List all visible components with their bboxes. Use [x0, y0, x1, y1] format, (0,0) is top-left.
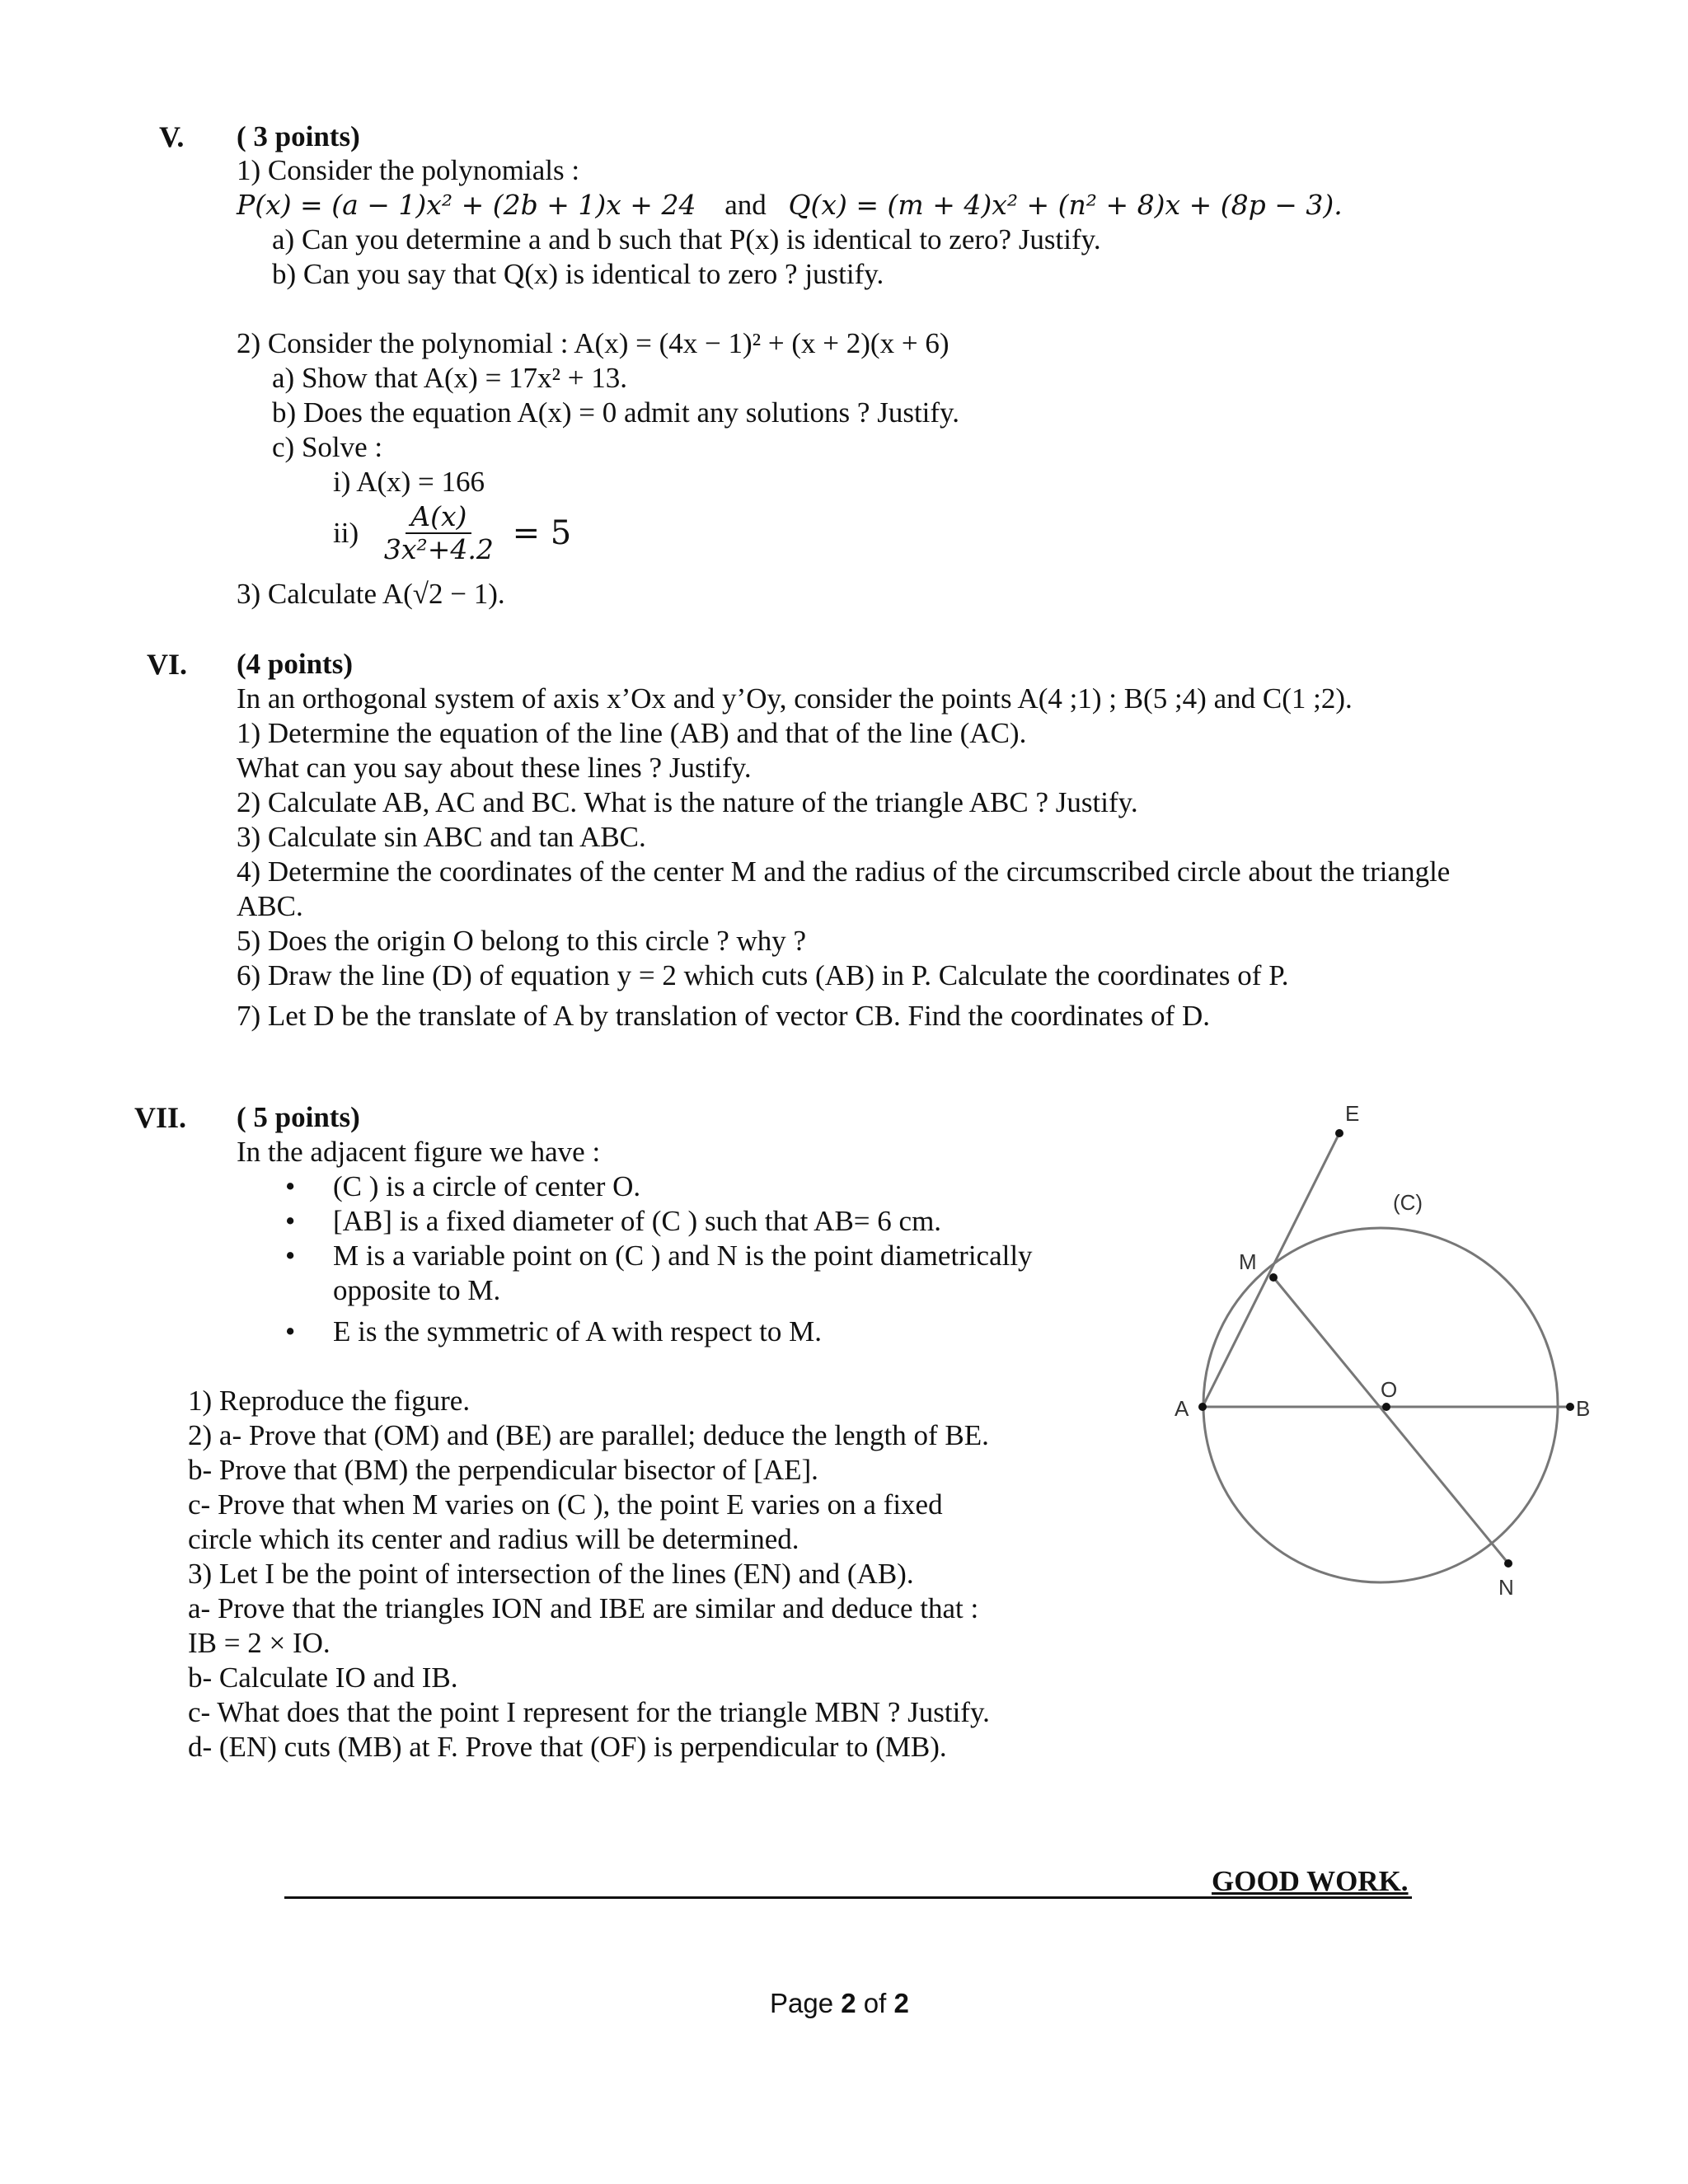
v-q2c: c) Solve : — [272, 431, 383, 463]
vi-item: 7) Let D be the translate of A by translation of vector CB. Find the coordinates of D. — [237, 1000, 1210, 1032]
fraction-denominator: 3x²+4.2 — [383, 533, 494, 565]
v-q1-polynomials — [237, 188, 1343, 223]
page-mid: of — [856, 1988, 894, 2018]
polynomial-q: Q(x) = (m + 4)x² + (n² + 8)x + (8p − 3). — [788, 189, 1343, 221]
point-e — [1335, 1129, 1343, 1137]
point-o — [1382, 1403, 1390, 1411]
vi-item: What can you say about these lines ? Justify. — [237, 752, 752, 784]
vii-item: circle which its center and radius will be determined. — [188, 1523, 799, 1555]
vii-bullet: E is the symmetric of A with respect to M. — [333, 1315, 822, 1347]
bullet-icon: • — [285, 1205, 296, 1237]
v-q1: 1) Consider the polynomials : — [237, 154, 580, 186]
fraction — [379, 500, 499, 565]
page-current: 2 — [841, 1988, 856, 2018]
v-q1a: a) Can you determine a and b such that P(x) is identical to zero? Justify. — [272, 223, 1101, 255]
label-b: B — [1576, 1396, 1591, 1421]
label-c: (C) — [1393, 1190, 1423, 1215]
vii-bullet: (C ) is a circle of center O. — [333, 1170, 641, 1202]
vii-item: b- Prove that (BM) the perpendicular bisector of [AE]. — [188, 1454, 818, 1486]
vi-item: 5) Does the origin O belong to this circle ? why ? — [237, 925, 807, 957]
fraction-numerator: A(x) — [406, 503, 471, 534]
point-n — [1504, 1559, 1512, 1568]
ii-label: ii) — [333, 517, 359, 549]
polynomial-p: P(x) = (a − 1)x² + (2b + 1)x + 24 — [237, 189, 696, 221]
section-vi-points: (4 points) — [237, 648, 353, 680]
section-v-points: ( 3 points) — [237, 120, 360, 152]
vii-item: b- Calculate IO and IB. — [188, 1661, 458, 1694]
v-q3: 3) Calculate A(√2 − 1). — [237, 578, 505, 610]
good-work: GOOD WORK. — [1212, 1865, 1409, 1897]
vii-item: c- What does that the point I represent for the triangle MBN ? Justify. — [188, 1696, 990, 1728]
vii-item: d- (EN) cuts (MB) at F. Prove that (OF) is perpendicular to (MB). — [188, 1731, 947, 1763]
label-m: M — [1239, 1249, 1257, 1274]
section-vi-number: VI. — [147, 648, 188, 681]
section-v-number: V. — [159, 120, 185, 153]
vii-intro: In the adjacent figure we have : — [237, 1136, 601, 1168]
vii-item: 2) a- Prove that (OM) and (BE) are parallel; deduce the length of BE. — [188, 1419, 989, 1451]
vi-item: 6) Draw the line (D) of equation y = 2 which cuts (AB) in P. Calculate the coordinates of P. — [237, 959, 1289, 991]
label-n: N — [1498, 1575, 1514, 1599]
section-vii-points: ( 5 points) — [237, 1101, 360, 1133]
v-q2c-ii — [333, 500, 572, 565]
bullet-icon: • — [285, 1315, 296, 1347]
v-q2b: b) Does the equation A(x) = 0 admit any solutions ? Justify. — [272, 396, 960, 429]
label-e: E — [1345, 1101, 1360, 1126]
v-q2: 2) Consider the polynomial : A(x) = (4x − 1)² + (x + 2)(x + 6) — [237, 327, 950, 359]
v-q2a: a) Show that A(x) = 17x² + 13. — [272, 362, 628, 394]
page-number — [770, 1986, 909, 2021]
vii-item: IB = 2 × IO. — [188, 1627, 331, 1659]
v-q1b: b) Can you say that Q(x) is identical to zero ? justify. — [272, 258, 884, 290]
vii-item: 1) Reproduce the figure. — [188, 1385, 471, 1417]
circle-c — [1203, 1228, 1558, 1582]
point-a — [1198, 1403, 1207, 1411]
vii-bullet: opposite to M. — [333, 1274, 501, 1306]
bullet-icon: • — [285, 1170, 296, 1202]
v-q2c-i: i) A(x) = 166 — [333, 466, 485, 498]
page-prefix: Page — [770, 1988, 842, 2018]
vi-item: 3) Calculate sin ABC and tan ABC. — [237, 821, 646, 853]
label-o: O — [1381, 1377, 1398, 1402]
vii-item: a- Prove that the triangles ION and IBE are similar and deduce that : — [188, 1592, 979, 1624]
label-a: A — [1175, 1396, 1189, 1421]
vi-item: ABC. — [237, 890, 303, 922]
and-word: and — [724, 189, 767, 221]
vii-bullet: M is a variable point on (C ) and N is the point diametrically — [333, 1240, 1033, 1272]
point-b — [1566, 1403, 1574, 1411]
vii-bullet: [AB] is a fixed diameter of (C ) such that AB= 6 cm. — [333, 1205, 942, 1237]
vi-item: 2) Calculate AB, AC and BC. What is the nature of the triangle ABC ? Justify. — [237, 786, 1138, 818]
diameter-mn — [1273, 1277, 1508, 1563]
circle-figure — [1154, 1088, 1599, 1599]
vii-item: c- Prove that when M varies on (C ), the point E varies on a fixed — [188, 1488, 943, 1521]
section-vii-number: VII. — [134, 1101, 187, 1134]
page-total: 2 — [893, 1988, 909, 2018]
point-m — [1269, 1273, 1278, 1282]
vii-item: 3) Let I be the point of intersection of the lines (EN) and (AB). — [188, 1558, 914, 1590]
vi-item: 1) Determine the equation of the line (AB) and that of the line (AC). — [237, 717, 1027, 749]
vi-item: 4) Determine the coordinates of the center M and the radius of the circumscribed circle about the triangle — [237, 855, 1451, 888]
bullet-icon: • — [285, 1240, 296, 1272]
segment-ae — [1203, 1133, 1339, 1407]
fraction-rhs: = 5 — [512, 514, 572, 552]
vi-intro: In an orthogonal system of axis x’Ox and y’Oy, consider the points A(4 ;1) ; B(5 ;4) and C(1 ;2). — [237, 682, 1353, 715]
